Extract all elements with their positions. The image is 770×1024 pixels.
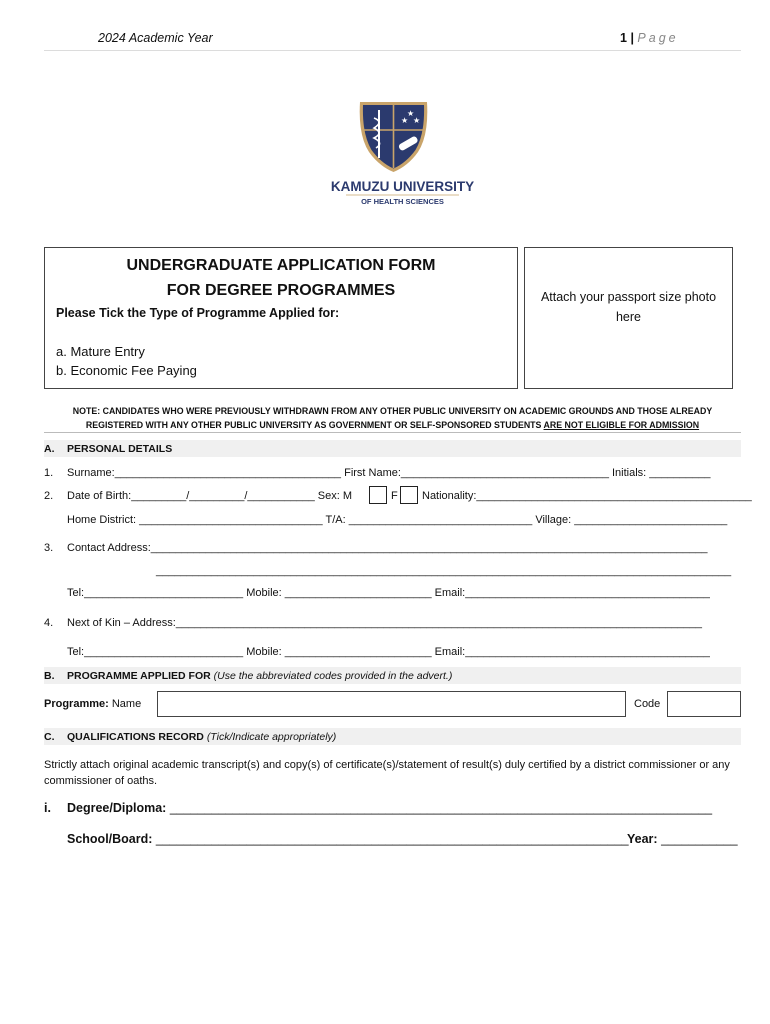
degree-diploma-field[interactable] [67,801,712,815]
sex-female-label: F [391,490,398,502]
page-separator: | [630,31,634,45]
degree-label: Degree/Diploma: [67,801,170,815]
programme-label-text: Programme: [44,698,109,710]
next-of-kin-tel-mobile-email-field[interactable]: Tel:__________________________ Mobile: ________________________ Email:________________________________________ [67,646,710,658]
note-divider [44,432,741,433]
row4-number: 4. [44,617,54,629]
contact-address-line2[interactable]: ______________________________________________________________________________________________ [156,565,732,577]
section-c-hint: (Tick/Indicate appropriately) [206,731,337,743]
programme-type-label: Please Tick the Type of Programme Applied for: [56,306,340,320]
programme-code-input[interactable] [667,691,741,717]
note-line1: NOTE: CANDIDATES WHO WERE PREVIOUSLY WITHDRAWN FROM ANY OTHER PUBLIC UNIVERSITY ON ACADEMIC GROUNDS AND THOSE ALREADY [72,406,713,416]
date-of-birth-field[interactable]: Date of Birth:_________/_________/___________ Sex: M [67,490,353,502]
note-line2-text: REGISTERED WITH ANY OTHER PUBLIC UNIVERSITY AS GOVERNMENT OR SELF-SPONSORED STUDENTS [85,420,544,430]
year-field[interactable] [627,832,738,846]
sex-female-checkbox[interactable] [400,486,418,504]
section-b-title [67,670,452,682]
note-line2 [44,418,741,432]
form-title-line1: UNDERGRADUATE APPLICATION FORM [126,257,436,274]
degree-line[interactable]: ______________________________________________________________________________ [169,801,713,815]
svg-text:★: ★ [407,109,415,118]
programme-name-label: Name [111,698,142,710]
school-label: School/Board: [67,832,156,846]
header-year: 2024 Academic Year [98,31,213,45]
passport-photo-instructions [524,287,733,327]
year-label: Year: [627,832,662,846]
section-a-letter: A. [44,443,55,455]
eligibility-note [44,404,741,432]
sex-male-checkbox[interactable] [369,486,387,504]
note-emphasis: ARE NOT ELIGIBLE FOR ADMISSION [543,420,700,430]
row1-number: 1. [44,467,54,479]
university-logo [330,100,475,210]
page-word: Page [637,31,679,45]
header-page-indicator [620,31,679,45]
school-board-field[interactable] [67,832,629,846]
option-mature-entry[interactable]: a. Mature Entry [56,344,145,359]
home-district-ta-village-field[interactable]: Home District: ______________________________ T/A: ______________________________ Village: _________________________ [67,514,728,526]
logo-name: KAMUZU UNIVERSITY [330,179,475,194]
programme-code-label: Code [634,698,661,710]
section-c-title [67,731,336,743]
section-c-title-text: QUALIFICATIONS RECORD [67,731,204,743]
form-title-line2: FOR DEGREE PROGRAMMES [166,282,396,299]
next-of-kin-address-field[interactable]: Next of Kin – Address:______________________________________________________________________________________ [67,617,702,629]
page-number: 1 [620,31,627,45]
section-a-title: PERSONAL DETAILS [67,443,173,455]
surname-firstname-initials-field[interactable]: Surname:_____________________________________ First Name:__________________________________ Initials: __________ [67,467,711,479]
section-c-letter: C. [44,731,55,743]
contact-tel-mobile-email-field[interactable]: Tel:__________________________ Mobile: ________________________ Email:________________________________________ [67,587,710,599]
school-line[interactable]: ____________________________________________________________________ [155,832,629,846]
section-b-hint: (Use the abbreviated codes provided in the advert.) [213,670,453,682]
qualification-instructions: Strictly attach original academic transcript(s) and copy(s) of certificate(s)/statement of result(s) duly certified by a district commissioner or any commissioner of oaths. [44,759,730,787]
photo-text-line2: here [615,310,642,324]
svg-text:★: ★ [413,116,421,125]
section-b-title-text: PROGRAMME APPLIED FOR [67,670,211,682]
photo-text-line1: Attach your passport size photo [540,290,717,304]
section-b-letter: B. [44,670,55,682]
programme-name-input[interactable] [157,691,626,717]
nationality-field[interactable]: Nationality:_____________________________________________ [422,490,752,502]
logo-subname: OF HEALTH SCIENCES [361,197,444,206]
contact-address-field[interactable]: Contact Address:___________________________________________________________________________________________ [67,542,708,554]
option-economic-fee-paying[interactable]: b. Economic Fee Paying [56,363,197,378]
header-divider [44,50,741,51]
programme-label [44,698,141,710]
year-line[interactable]: ___________ [661,832,738,846]
row3-number: 3. [44,542,54,554]
item-i-number: i. [44,801,51,815]
row2-number: 2. [44,490,54,502]
stars-icon: ★ [401,116,409,125]
